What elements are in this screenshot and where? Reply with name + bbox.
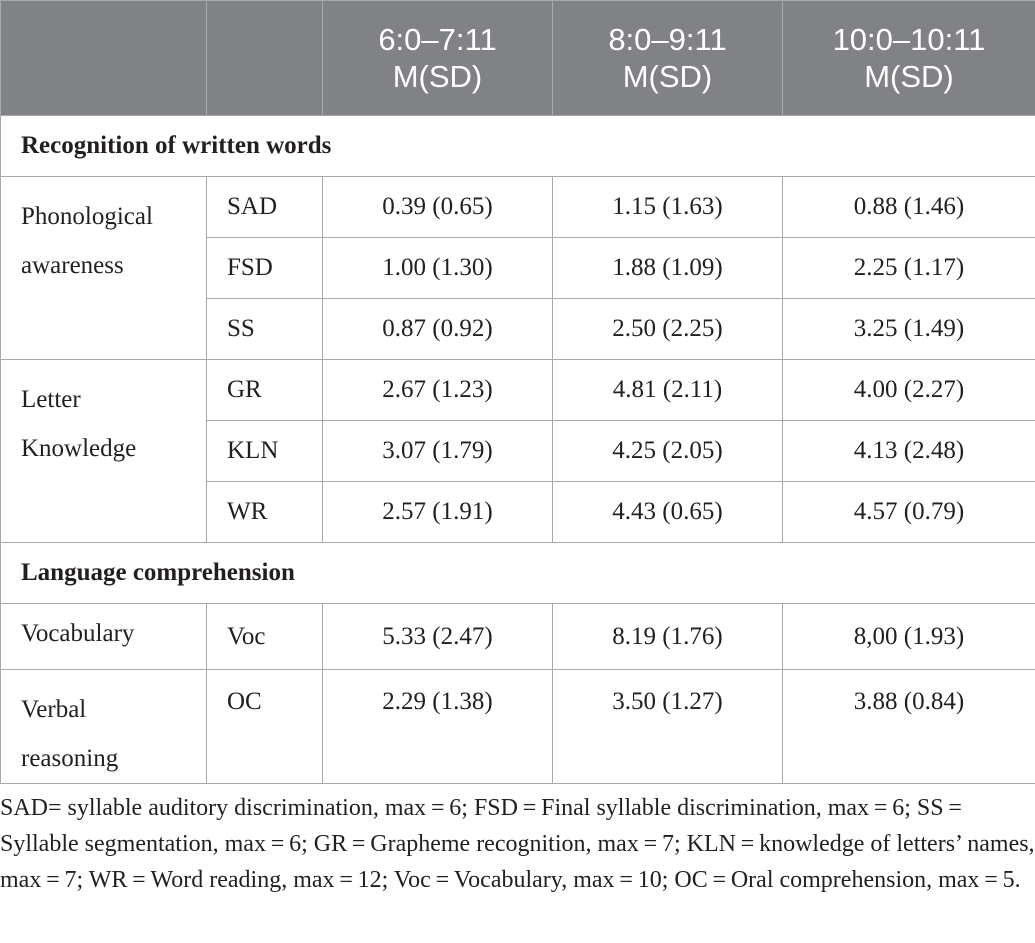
value-cell: 0.88 (1.46): [783, 177, 1035, 238]
value-cell: 8,00 (1.93): [783, 604, 1035, 670]
header-stat: M(SD): [392, 59, 483, 94]
value-cell: 1.88 (1.09): [553, 238, 783, 299]
section-title: Language comprehension: [1, 543, 1035, 604]
value-cell: 0.87 (0.92): [323, 299, 553, 360]
group-label-line: Verbal: [21, 696, 87, 723]
measure-code: SS: [207, 299, 323, 360]
measure-code: GR: [207, 360, 323, 421]
value-cell: 2.50 (2.25): [553, 299, 783, 360]
value-cell: 4.43 (0.65): [553, 482, 783, 543]
header-age-10: [783, 1, 1035, 116]
header-row: [1, 1, 1035, 116]
group-label: [1, 360, 207, 543]
value-cell: 3.07 (1.79): [323, 421, 553, 482]
value-cell: 2.67 (1.23): [323, 360, 553, 421]
value-cell: 4.25 (2.05): [553, 421, 783, 482]
header-age-8-9: [553, 1, 783, 116]
header-age-6-7: [323, 1, 553, 116]
header-blank-2: [207, 1, 323, 116]
table-row: [1, 177, 1035, 238]
header-age-range: 6:0–7:11: [378, 22, 497, 57]
header-stat: M(SD): [622, 59, 713, 94]
value-cell: 2.25 (1.17): [783, 238, 1035, 299]
value-cell: 3.50 (1.27): [553, 670, 783, 784]
value-cell: 4.57 (0.79): [783, 482, 1035, 543]
value-cell: 2.57 (1.91): [323, 482, 553, 543]
table-row: [1, 360, 1035, 421]
measure-code: FSD: [207, 238, 323, 299]
section-row: [1, 116, 1035, 177]
header-stat: M(SD): [864, 59, 954, 94]
group-label-line: Phonological: [21, 203, 153, 230]
group-label: [1, 670, 207, 784]
value-cell: 1.15 (1.63): [553, 177, 783, 238]
value-cell: 4.13 (2.48): [783, 421, 1035, 482]
measure-code: OC: [207, 670, 323, 784]
measure-code: Voc: [207, 604, 323, 670]
value-cell: 3.88 (0.84): [783, 670, 1035, 784]
value-cell: 3.25 (1.49): [783, 299, 1035, 360]
group-label-line: Knowledge: [21, 435, 137, 462]
group-label-line: awareness: [21, 252, 124, 279]
measure-code: KLN: [207, 421, 323, 482]
group-label-line: Vocabulary: [21, 620, 135, 647]
group-label-line: reasoning: [21, 745, 119, 772]
value-cell: 4.81 (2.11): [553, 360, 783, 421]
header-age-range: 8:0–9:11: [608, 22, 727, 57]
table-row: [1, 670, 1035, 784]
header-blank-1: [1, 1, 207, 116]
table-row: [1, 604, 1035, 670]
group-label: [1, 177, 207, 360]
table-footnote: SAD= syllable auditory discrimination, max = 6; FSD = Final syllable discrimination, max = 6; SS = Syllable segmentation, max = 6; GR = Grapheme recognition, max = 7; KLN = knowledge of letters’ names, max = 7; WR = Word reading, max = 12; Voc = Vocabulary, max = 10; OC = Oral comprehension, max = 5.: [0, 795, 1035, 893]
measure-code: WR: [207, 482, 323, 543]
group-label-line: Letter: [21, 386, 81, 413]
value-cell: 4.00 (2.27): [783, 360, 1035, 421]
group-label: [1, 604, 207, 670]
value-cell: 2.29 (1.38): [323, 670, 553, 784]
value-cell: 5.33 (2.47): [323, 604, 553, 670]
section-title: Recognition of written words: [1, 116, 1035, 177]
value-cell: 1.00 (1.30): [323, 238, 553, 299]
value-cell: 0.39 (0.65): [323, 177, 553, 238]
section-row: [1, 543, 1035, 604]
value-cell: 8.19 (1.76): [553, 604, 783, 670]
header-age-range: 10:0–10:11: [832, 22, 986, 57]
measure-code: SAD: [207, 177, 323, 238]
